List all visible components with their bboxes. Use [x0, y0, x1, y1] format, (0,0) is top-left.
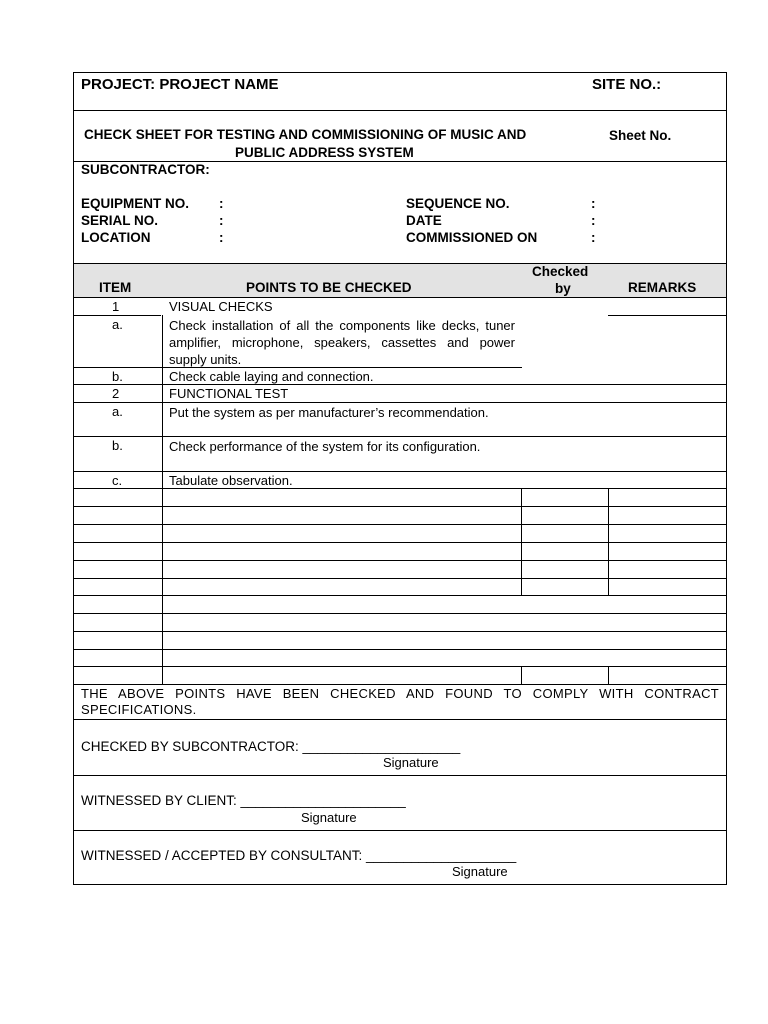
item-number: c.: [112, 473, 123, 488]
item-number: 1: [112, 299, 120, 314]
item-number: a.: [112, 404, 123, 419]
witnessed-by-client-line[interactable]: WITNESSED BY CLIENT: ______________________: [81, 793, 406, 808]
serial-no-label: SERIAL NO.: [81, 213, 159, 228]
sheet-title-line-1: CHECK SHEET FOR TESTING AND COMMISSIONING OF MUSIC AND: [84, 127, 527, 142]
check-point-text: Check installation of all the components like decks, tuner amplifier, microphone, speakers, cassettes and power supply units.: [169, 318, 515, 367]
signature-caption: Signature: [383, 755, 439, 770]
witnessed-by-consultant-line[interactable]: WITNESSED / ACCEPTED BY CONSULTANT: ____________________: [81, 848, 517, 863]
sequence-no-label: SEQUENCE NO.: [406, 196, 510, 211]
colon: :: [219, 230, 224, 245]
colon: :: [591, 213, 596, 228]
column-header-item: ITEM: [99, 280, 132, 295]
signature-caption: Signature: [452, 864, 508, 879]
project-label: PROJECT: PROJECT NAME: [81, 76, 279, 93]
check-point-text: Check performance of the system for its configuration.: [169, 439, 481, 454]
column-header-points: POINTS TO BE CHECKED: [246, 280, 412, 295]
column-header-checked-by-line-2: by: [555, 281, 571, 296]
column-header-checked-by-line-1: Checked: [532, 264, 589, 279]
signature-caption: Signature: [301, 810, 357, 825]
item-number: 2: [112, 386, 120, 401]
colon: :: [591, 230, 596, 245]
check-point-text: Put the system as per manufacturer’s recommendation.: [169, 405, 489, 420]
check-point-text: VISUAL CHECKS: [169, 299, 273, 314]
check-point-text: Tabulate observation.: [169, 473, 293, 488]
colon: :: [591, 196, 596, 211]
colon: :: [219, 196, 224, 211]
column-header-remarks: REMARKS: [628, 280, 697, 295]
compliance-statement: THE ABOVE POINTS HAVE BEEN CHECKED AND FOUND TO COMPLY WITH CONTRACT SPECIFICATIONS.: [81, 686, 719, 717]
date-label: DATE: [406, 213, 442, 228]
site-no-label: SITE NO.:: [592, 76, 662, 93]
check-sheet-form: [73, 72, 727, 885]
subcontractor-label: SUBCONTRACTOR:: [81, 162, 210, 177]
sheet-no-label: Sheet No.: [609, 128, 672, 143]
sheet-title-line-2: PUBLIC ADDRESS SYSTEM: [235, 145, 414, 160]
item-number: a.: [112, 317, 123, 332]
equipment-no-label: EQUIPMENT NO.: [81, 196, 190, 211]
item-number: b.: [112, 369, 123, 384]
check-point-text: FUNCTIONAL TEST: [169, 386, 289, 401]
commissioned-on-label: COMMISSIONED ON: [406, 230, 538, 245]
location-label: LOCATION: [81, 230, 151, 245]
checked-by-subcontractor-line[interactable]: CHECKED BY SUBCONTRACTOR: _____________________: [81, 739, 461, 754]
colon: :: [219, 213, 224, 228]
item-number: b.: [112, 438, 123, 453]
check-point-text: Check cable laying and connection.: [169, 369, 374, 384]
